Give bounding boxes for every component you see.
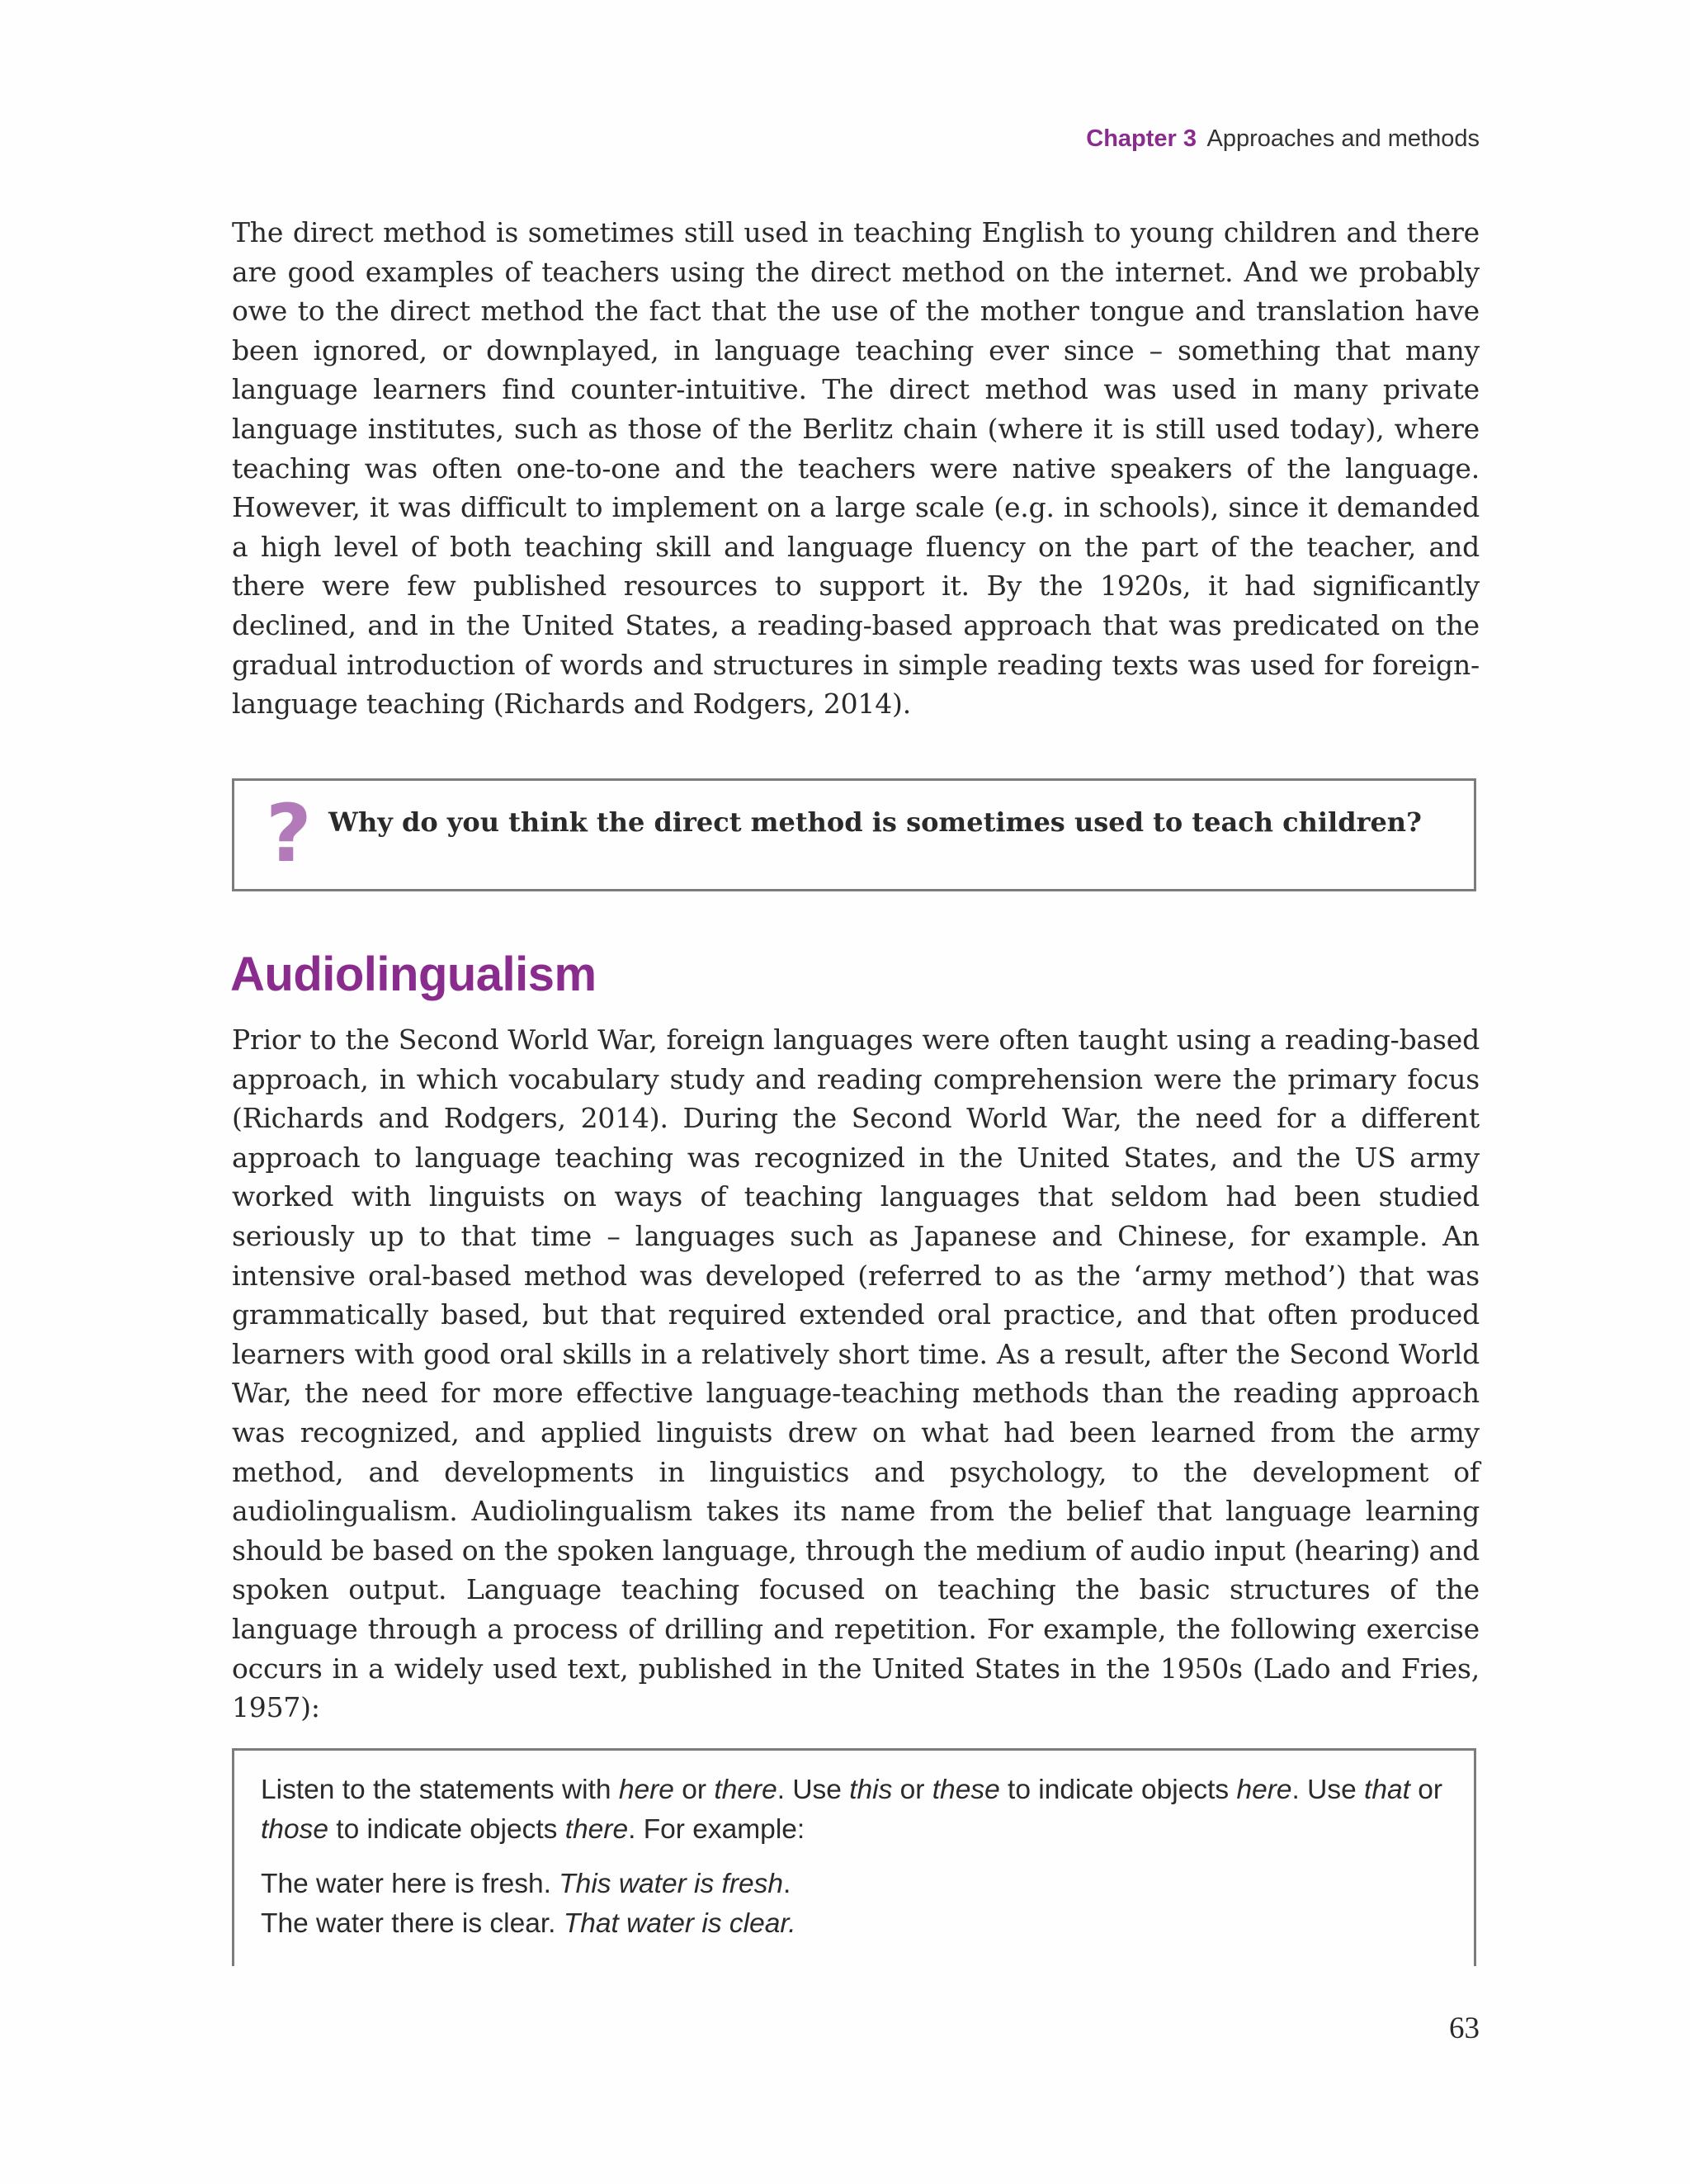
question-box (232, 778, 1476, 891)
example-line: The water here is fresh. This water is fresh. (261, 1869, 791, 1899)
body-paragraph-direct-method: The direct method is sometimes still used in teaching English to young children and there are good examples of teachers using the direct method on the internet. And we probably owe to the direct method the fact that the use of the mother tongue and translation have been ignored, or downplayed, in language teaching ever since – something that many language learners find counter-intuitive. The direct method was used in many private language institutes, such as those of the Berlitz chain (where it is still used today), where teaching was often one-to-one and the teachers were native speakers of the language. However, it was difficult to implement on a large scale (e.g. in schools), since it demanded a high level of both teaching skill and language fluency on the part of the teacher, and there were few published resources to support it. By the 1920s, it had significantly declined, and in the United States, a reading-based approach that was predicated on the gradual introduction of words and structures in simple reading texts was used for foreign-language teaching (Richards and Rodgers, 2014). (232, 216, 1480, 721)
page-number: 63 (1449, 2011, 1480, 2045)
running-head (1086, 125, 1480, 153)
example-instruction: Listen to the statements with here or there. Use this or these to indicate objects here. Use that or those to indicate objects there. For example: (261, 1775, 1443, 1845)
body-paragraph-audiolingualism: Prior to the Second World War, foreign languages were often taught using a reading-based approach, in which vocabulary study and reading comprehension were the primary focus (Richards and Rodgers, 2014). During the Second World War, the need for a different approach to language teaching was recognized in the United States, and the US army worked with linguists on ways of teaching languages that seldom had been studied seriously up to that time – languages such as Japanese and Chinese, for example. An intensive oral-based method was developed (referred to as the ‘army method’) that was grammatically based, but that required extended oral practice, and that often produced learners with good oral skills in a relatively short time. As a result, after the Second World War, the need for more effective language-teaching methods than the reading approach was recognized, and applied linguists drew on what had been learned from the army method, and developments in linguistics and psychology, to the development of audiolingualism. Audiolingualism takes its name from the belief that language learning should be based on the spoken language, through the medium of audio input (hearing) and spoken output. Language teaching focused on teaching the basic structures of the language through a process of drilling and repetition. For example, the following exercise occurs in a widely used text, published in the United States in the 1950s (Lado and Fries, 1957): (232, 1023, 1480, 1724)
chapter-title: Approaches and methods (1206, 125, 1480, 152)
question-text: Why do you think the direct method is sometimes used to teach children? (328, 806, 1422, 838)
question-mark-icon: ? (266, 787, 312, 880)
example-line: The water there is clear. That water is clear. (261, 1908, 796, 1939)
example-box (232, 1748, 1476, 1966)
section-heading: Audiolingualism (230, 948, 597, 1001)
chapter-label: Chapter 3 (1086, 125, 1197, 152)
